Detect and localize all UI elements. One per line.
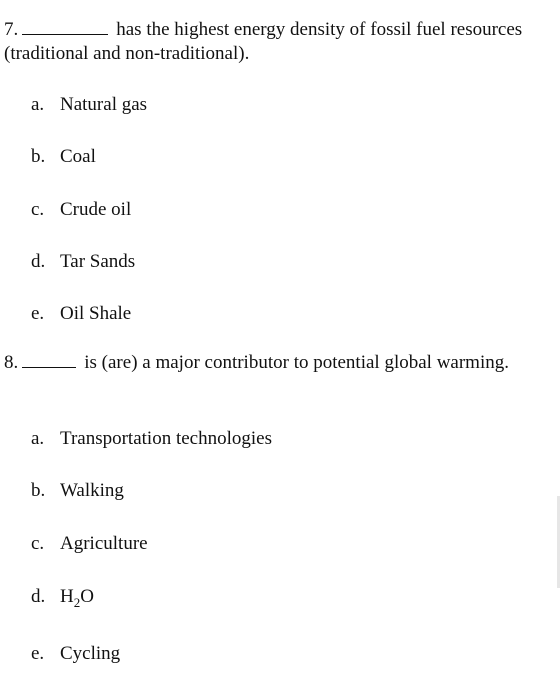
answer-blank: [22, 351, 76, 368]
option-7d: [31, 250, 135, 274]
option-8e: [31, 642, 120, 666]
option-letter: a.: [31, 94, 45, 115]
option-letter: c.: [31, 533, 45, 554]
option-letter: b.: [31, 146, 46, 167]
option-letter: d.: [31, 251, 46, 272]
option-text: Walking: [60, 480, 124, 501]
option-7a: [31, 93, 147, 117]
option-text: Cycling: [60, 643, 121, 664]
formula-subscript: 2: [73, 594, 81, 610]
option-text: Natural gas: [60, 94, 148, 115]
option-7b: [31, 145, 96, 169]
option-text: Oil Shale: [60, 303, 132, 324]
option-7c: [31, 198, 131, 222]
option-8c: [31, 532, 148, 556]
formula-tail: O: [80, 586, 94, 607]
option-letter: e.: [31, 643, 45, 664]
option-text: Coal: [60, 146, 96, 167]
option-letter: d.: [31, 586, 46, 607]
option-text: Tar Sands: [60, 251, 136, 272]
option-text: Crude oil: [60, 199, 132, 220]
question-number: 8.: [4, 352, 19, 373]
formula-main: H: [60, 586, 74, 607]
option-8d: [31, 585, 94, 609]
option-letter: c.: [31, 199, 45, 220]
option-8a: [31, 427, 272, 451]
question-8: [4, 351, 552, 375]
option-text: Transportation technologies: [60, 428, 272, 449]
question-number: 7.: [4, 19, 19, 40]
option-text: [60, 586, 94, 610]
answer-blank: [22, 18, 108, 35]
question-7: [4, 18, 552, 66]
option-letter: b.: [31, 480, 46, 501]
option-letter: a.: [31, 428, 45, 449]
option-7e: [31, 302, 131, 326]
option-text: Agriculture: [60, 533, 148, 554]
option-8b: [31, 479, 124, 503]
question-stem: is (are) a major contributor to potential global warming.: [84, 352, 509, 373]
option-letter: e.: [31, 303, 45, 324]
question-stem: has the highest energy density of fossil fuel resources (traditional and non-traditional).: [4, 19, 523, 64]
